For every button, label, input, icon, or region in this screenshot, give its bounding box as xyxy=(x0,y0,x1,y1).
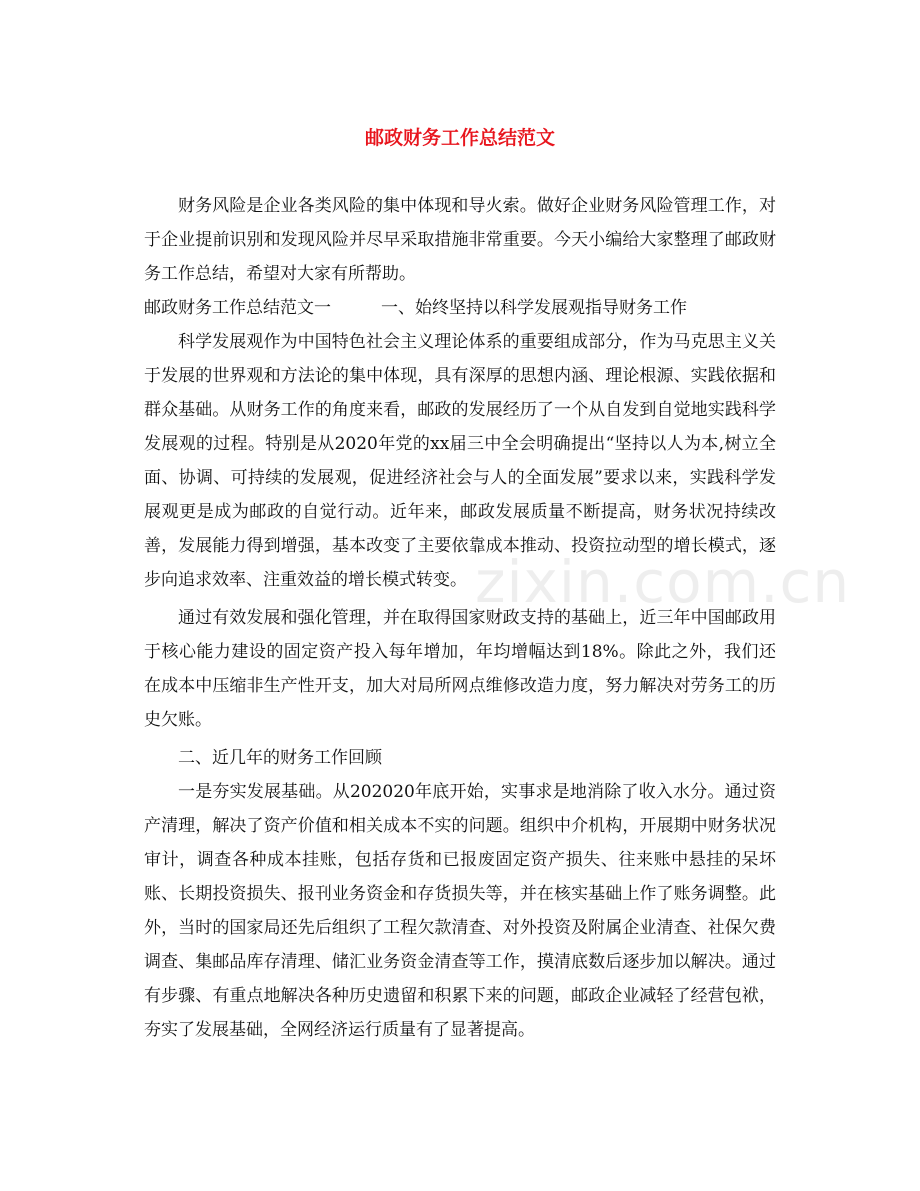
document-title: 邮政财务工作总结范文 xyxy=(364,127,555,149)
body-paragraph-1: 科学发展观作为中国特色社会主义理论体系的重要组成部分，作为马克思主义关于发展的世界观和方法论的集中体现，具有深厚的思想内涵、理论根源、实践依据和群众基础。从财务工作的角度来看，邮政的发展经历了一个从自发到自觉地实践科学发展观的过程。特别是从2020年党的xx届三中全会明确提出“坚持以人为本,树立全面、协调、可持续的发展观，促进经济社会与人的全面发展”要求以来，实践科学发展观更是成为邮政的自觉行动。近年来，邮政发展质量不断提高，财务状况持续改善，发展能力得到增强，基本改变了主要依靠成本推动、投资拉动型的增长模式，逐步向追求效率、注重效益的增长模式转变。 xyxy=(144,332,776,590)
document-body xyxy=(144,189,776,1047)
intro-paragraph: 财务风险是企业各类风险的集中体现和导火索。做好企业财务风险管理工作，对于企业提前识别和发现风险并尽早采取措施非常重要。今天小编给大家整理了邮政财务工作总结，希望对大家有所帮助。 xyxy=(144,196,776,284)
body-paragraph-3: 一是夯实发展基础。从202020年底开始，实事求是地消除了收入水分。通过资产清理，解决了资产价值和相关成本不实的问题。组织中介机构，开展期中财务状况审计，调查各种成本挂账，包括存货和已报废固定资产损失、往来账中悬挂的呆坏账、长期投资损失、报刊业务资金和存货损失等，并在核实基础上作了账务调整。此外，当时的国家局还先后组织了工程欠款清查、对外投资及附属企业清查、社保欠费调查、集邮品库存清理、储汇业务资金清查等工作，摸清底数后逐步加以解决。通过有步骤、有重点地解决各种历史遗留和积累下来的问题，邮政企业减轻了经营包袱，夯实了发展基础，全网经济运行质量有了显著提高。 xyxy=(144,782,776,1040)
section-label: 邮政财务工作总结范文一 xyxy=(144,298,331,318)
body-paragraph-2: 通过有效发展和强化管理，并在取得国家财政支持的基础上，近三年中国邮政用于核心能力建设的固定资产投入每年增加，年均增幅达到18%。除此之外，我们还在成本中压缩非生产性开支，加大对局所网点维修改造力度，努力解决对劳务工的历史欠账。 xyxy=(144,608,776,730)
watermark: zixin.com.cn xyxy=(475,548,851,616)
section-heading-1: 一、始终坚持以科学发展观指导财务工作 xyxy=(381,298,687,318)
section-heading-2: 二、近几年的财务工作回顾 xyxy=(178,748,382,768)
section-heading-line xyxy=(144,291,776,325)
